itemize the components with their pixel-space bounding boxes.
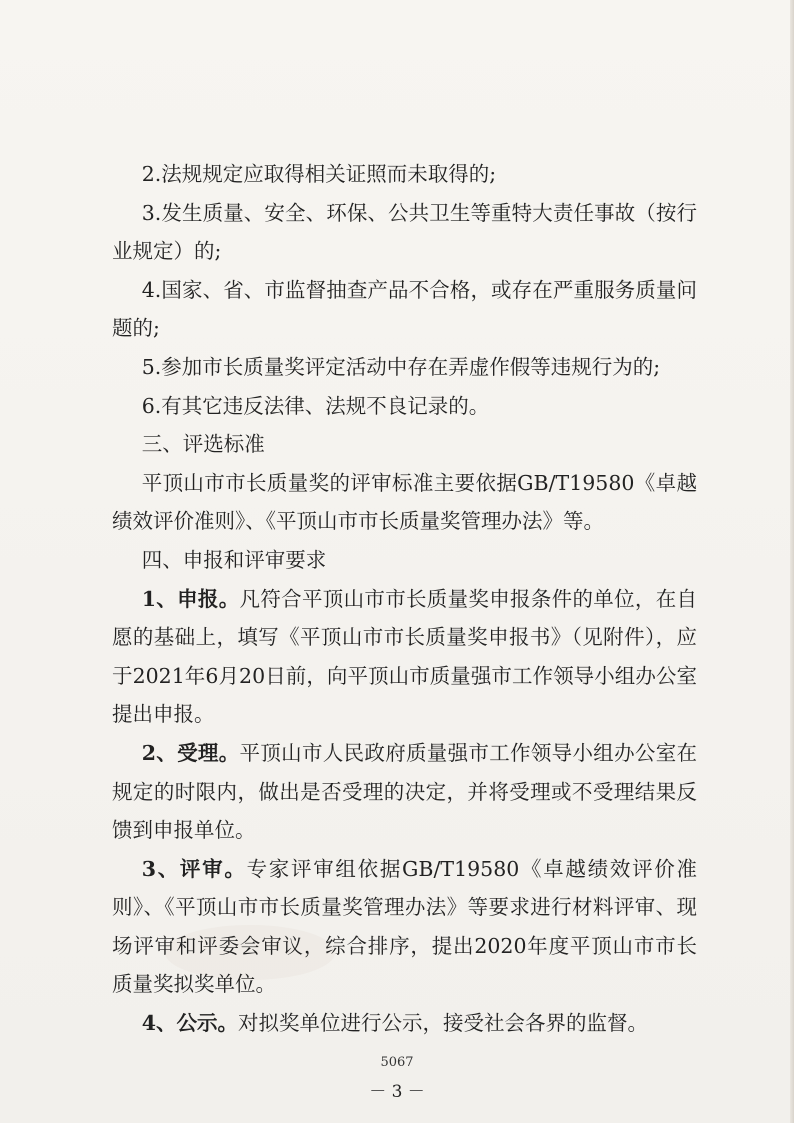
page-number: － 3 － <box>369 1082 425 1102</box>
list-item-2: 2.法规规定应取得相关证照而未取得的; <box>141 162 497 186</box>
list-item-6: 6.有其它违反法律、法规不良记录的。 <box>141 393 490 418</box>
paragraph-review-lead: 3、评审。 <box>141 856 247 881</box>
paragraph-review <box>112 850 697 1004</box>
section-heading-4: 四、申报和评审要求 <box>141 547 327 572</box>
paragraph-publicity-lead: 4、公示。 <box>141 1011 238 1036</box>
paragraph-accept-lead: 2、受理。 <box>141 740 240 765</box>
paragraph-publicity-body: 对拟奖单位进行公示，接受社会各界的监督。 <box>237 1011 648 1036</box>
body-text <box>112 155 697 1043</box>
paragraph-accept-body: 平顶山市人民政府质量强市工作领导小组办公室在规定的时限内，做出是否受理的决定，并将受理或不受理结果反馈到申报单位。 <box>112 740 698 843</box>
document-serial-number: 5067 <box>380 1055 414 1070</box>
paragraph-publicity <box>112 1004 697 1043</box>
section-3-paragraph: 平顶山市市长质量奖的评审标准主要依据GB/T19580《卓越绩效评价准则》、《平顶山市市长质量奖管理办法》等。 <box>112 470 697 534</box>
paragraph-apply <box>112 580 697 734</box>
list-item-3: 3.发生质量、安全、环保、公共卫生等重特大责任事故（按行业规定）的; <box>112 200 697 264</box>
section-heading-3: 三、评选标准 <box>141 432 265 457</box>
list-item-5: 5.参加市长质量奖评定活动中存在弄虚作假等违规行为的; <box>141 354 661 379</box>
paragraph-accept <box>112 734 697 850</box>
paragraph-apply-lead: 1、申报。 <box>141 586 240 611</box>
paragraph-review-body: 专家评审组依据GB/T19580《卓越绩效评价准则》、《平顶山市市长质量奖管理办法》等要求进行材料评审、现场评审和评委会审议，综合排序，提出2020年度平顶山市市长质量奖拟奖单位。 <box>112 856 698 997</box>
list-item-4: 4.国家、省、市监督抽查产品不合格，或存在严重服务质量问题的; <box>112 277 697 341</box>
page-edge-shadow <box>790 0 794 1123</box>
paragraph-apply-body: 凡符合平顶山市市长质量奖申报条件的单位，在自愿的基础上，填写《平顶山市市长质量奖申报书》（见附件），应于2021年6月20日前，向平顶山市质量强市工作领导小组办公室提出申报。 <box>112 586 698 727</box>
